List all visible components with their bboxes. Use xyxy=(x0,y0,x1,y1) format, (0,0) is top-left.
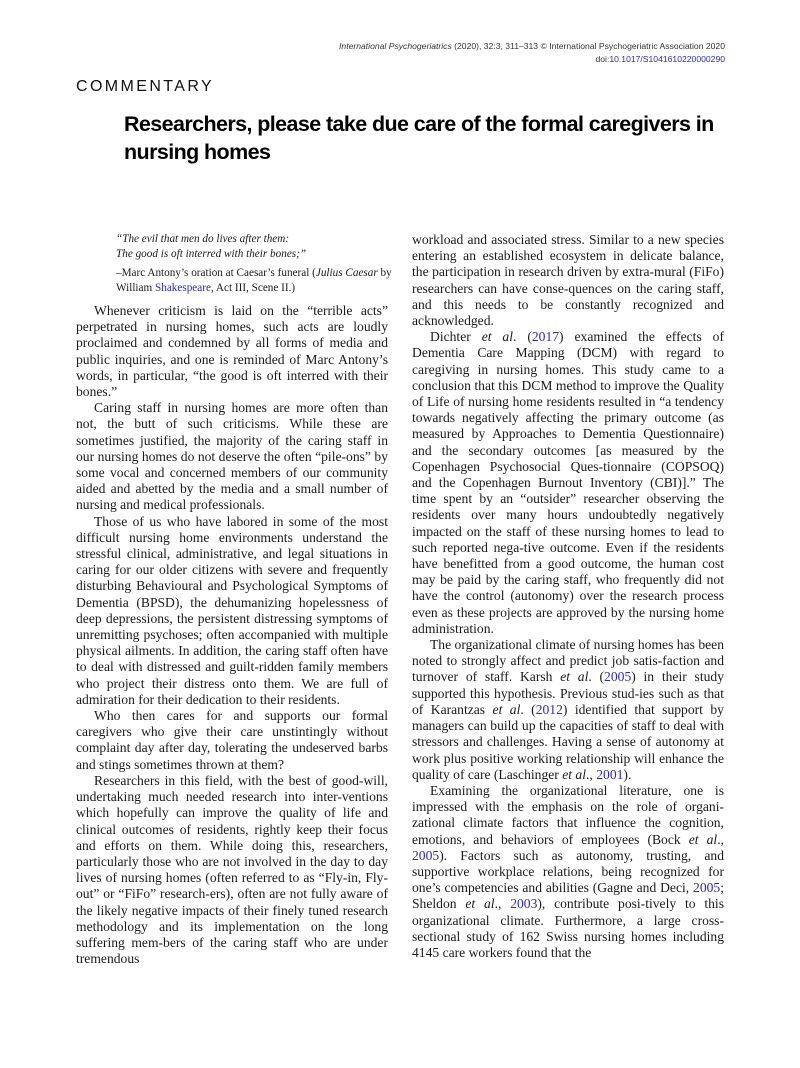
citation-link[interactable]: 2017 xyxy=(531,329,560,345)
doi-prefix: doi: xyxy=(595,54,610,64)
text-run: The organizational climate of nursing homes has been noted to strongly affect and predict job satis-faction and turnover of staff. Karsh xyxy=(412,637,724,685)
epigraph-attribution xyxy=(116,266,400,295)
citation-link[interactable]: 2005 xyxy=(412,847,440,863)
text-run: ) identified that support by managers can build up the capacities of staff to deal with stressors and challenges. Having a sense of autonomy at work plus positive working relationship will enhance the quality of care (Laschinger xyxy=(412,701,724,782)
citation-link[interactable]: 2005 xyxy=(693,880,721,896)
text-run: ). xyxy=(623,766,632,782)
et-al: et al xyxy=(562,766,587,782)
text-run: . ( xyxy=(513,329,532,345)
text-run: Dichter xyxy=(430,329,482,345)
paragraph xyxy=(412,637,724,783)
journal-name: International Psychogeriatrics xyxy=(339,41,452,51)
citation-link[interactable]: 2001 xyxy=(596,766,624,782)
paragraph: Caring staff in nursing homes are more often than not, the butt of such criticisms. While these are sometimes justified, the majority of the caring staff in our nursing homes do not deserve the often “pile-ons” by some vocal and concerned members of our community aided and abetted by the media and a small number of nursing and medical professionals. xyxy=(76,400,388,513)
citation-details: (2020), 32:3, 311–313 © International Psychogeriatric Association 2020 xyxy=(451,41,725,51)
citation-link[interactable]: 2003 xyxy=(510,896,538,912)
text-run: ) examined the effects of Dementia Care Mapping (DCM) with regard to caregiving in nursing homes. This study came to a conclusion that this DCM method to improve the Quality of Life of nursing home residents resulted in “a tendency towards negatively affecting the primary outcome (as measured by Approaches to Dementia Questionnaire) and the secondary outcomes [as measured by the Copenhagen Psychosocial Ques-tionnaire (COPSOQ) and the Copenhagen Burnout Inventory (CBI)].” The time spent by an “outsider” researcher observing the residents over many hours undoubtedly negatively impacted on the staff of these nursing homes to lead to such reported nega-tive outcome. Even if the residents have benefitted from a good outcome, the human cost may be paid by the caring staff, who frequently did not have the control (autonomy) over the research process even as these projects are approved by the nursing home administration. xyxy=(412,329,724,636)
paragraph: Whenever criticism is laid on the “terrible acts” perpetrated in nursing homes, such acts are loudly proclaimed and condemned by all forms of media and public inquiries, and one is reminded of Marc Antony’s words, in particular, “the good is oft interred with their bones.” xyxy=(76,303,388,400)
text-run: . ( xyxy=(588,669,605,685)
text-run: . ( xyxy=(520,701,536,717)
doi-line xyxy=(339,53,725,66)
paragraph: workload and associated stress. Similar to a new species entering an established ecosystem in delicate balance, the participation in research driven by extra-mural (FiFo) researchers can have conse-quences on the caring staff, and this needs to be constantly recognized and acknowledged. xyxy=(412,232,724,329)
doi-link[interactable]: 10.1017/S1041610220000290 xyxy=(609,54,725,64)
text-run: ., xyxy=(494,896,511,912)
attribution-text: , Act III, Scene II.) xyxy=(210,281,296,294)
epigraph-line-2: The good is oft interred with their bones;” xyxy=(116,247,307,260)
paragraph: Researchers in this field, with the best of good-will, undertaking much needed research into inter-ventions which hopefully can improve the quality of life and clinical outcomes of residents, rightly keep their focus and efforts on them. While doing this, researchers, particularly those who are not involved in the day to day lives of nursing homes (often referred to as “Fly-in, Fly-out” or “FiFo” research-ers), often are not fully aware of the likely negative impacts of their finely tuned research methodology and its implementation on the long suffering mem-bers of the caring staff who are under tremendous xyxy=(76,772,388,967)
shakespeare-link[interactable]: Shakespeare xyxy=(155,281,211,294)
attribution-text: by William xyxy=(116,267,392,294)
epigraph-quote xyxy=(116,232,400,261)
paragraph: Those of us who have labored in some of the most difficult nursing home environments understand the stressful clinical, administrative, and legal situations in caring for our older citizens with severe and frequently disturbing Behavioural and Psychological Symptoms of Dementia (BPSD), the dehumanizing hopelessness of deep depressions, the persistent distressing symptoms of unremitting psychoses; often accompanied with multiple physical ailments. In addition, the caring staff often have to deal with distressed and guilt-ridden family members who project their distress onto them. We are full of admiration for their dedication to their residents. xyxy=(76,513,388,707)
paragraph xyxy=(412,329,724,637)
paragraph: Who then cares for and supports our formal caregivers who give their care unstintingly without complaint day after day, tolerating the undeserved barbs and stings sometimes thrown at them? xyxy=(76,708,388,772)
text-run: ) in their study supported this hypothesis. Previous stud-ies such as that of Karantzas xyxy=(412,669,724,717)
paragraph xyxy=(412,783,724,961)
text-run: ., xyxy=(717,831,724,847)
text-run: Examining the organizational literature, one is impressed with the emphasis on the role of organi-zational climate factors that influence the cognition, emotions, and behaviors of employees (Bock xyxy=(412,782,724,847)
article-title: Researchers, please take due care of the formal caregivers in nursing homes xyxy=(124,112,714,164)
journal-citation xyxy=(339,40,725,53)
attribution-text: –Marc Antony’s oration at Caesar’s funeral ( xyxy=(116,267,316,279)
citation-link[interactable]: 2012 xyxy=(535,701,563,717)
section-label: COMMENTARY xyxy=(76,78,215,95)
et-al: et al xyxy=(481,329,513,345)
running-head xyxy=(339,40,725,66)
left-column xyxy=(76,232,392,967)
epigraph-line-1: “The evil that men do lives after them: xyxy=(116,233,290,245)
et-al: et al xyxy=(492,701,521,717)
epigraph xyxy=(116,232,400,295)
et-al: et al xyxy=(465,896,495,912)
attribution-work: Julius Caesar xyxy=(315,267,378,279)
et-al: et al xyxy=(688,831,718,847)
et-al: et al xyxy=(560,669,589,685)
right-column xyxy=(412,232,724,961)
text-run: ). Factors such as autonomy, trusting, and supportive workplace relations, being recognized for one’s competencies and abilities (Gagne and Deci, xyxy=(412,847,724,896)
citation-link[interactable]: 2005 xyxy=(604,669,632,685)
text-run: ; Sheldon xyxy=(412,880,724,912)
text-run: ., xyxy=(586,766,597,782)
text-run: ), contribute posi-tively to this organizational climate. Furthermore, a large cross-sectional study of 162 Swiss nursing homes including 4145 care workers found that the xyxy=(412,896,724,960)
